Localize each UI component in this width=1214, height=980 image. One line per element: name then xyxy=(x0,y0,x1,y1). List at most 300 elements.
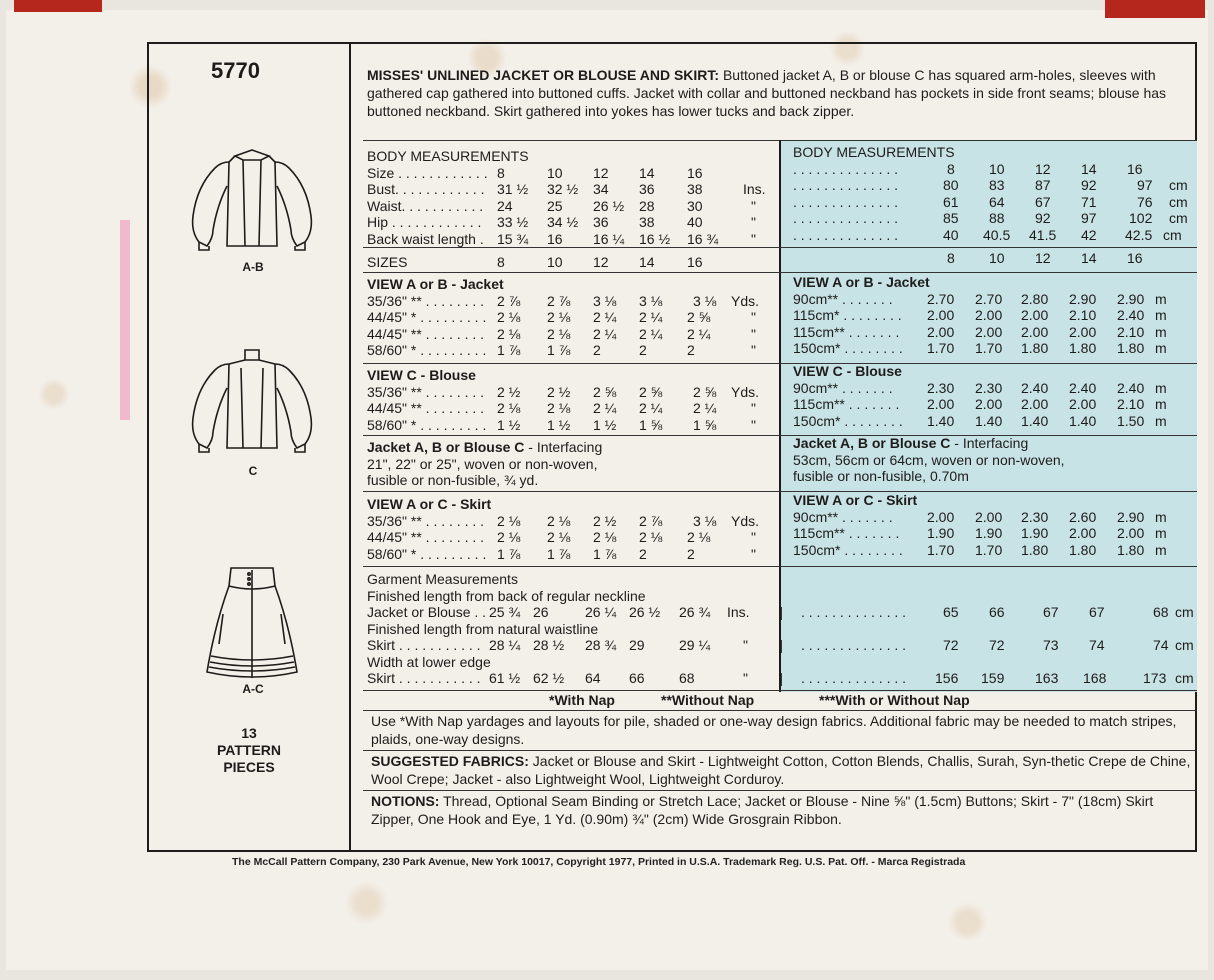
interfacing-line1: 21", 22" or 25", woven or non-woven, xyxy=(367,455,598,472)
row-label: 150cm* . . . . . . . . xyxy=(793,340,903,356)
table-row xyxy=(367,384,777,401)
cell: 8 xyxy=(947,250,955,266)
cell: 26 ¾ xyxy=(679,604,711,620)
notions-text: Thread, Optional Seam Binding or Stretch Lace; Jacket or Blouse - Nine ⅝" (1.5cm) Buttons; Skirt - 7" (18cm) Skirt Zipper, One Hook and Eye, 1 Yd. (0.90m) ¾" (2cm) Wide Grosgrain Ribbon. xyxy=(371,793,1154,827)
cell: 2.00 xyxy=(1069,525,1097,541)
cell: 156 xyxy=(935,670,959,686)
cell: 14 xyxy=(1081,250,1097,266)
cell: 16 xyxy=(687,164,703,181)
cell: 3 ⅛ xyxy=(639,292,663,309)
row-label: 115cm** . . . . . . . xyxy=(793,323,900,340)
unit: " xyxy=(743,670,748,686)
table-row xyxy=(367,231,777,248)
table-row xyxy=(367,309,777,326)
description-text: Buttoned jacket A, B or blouse C has squared arm-holes, sleeves with gathered cap gathered into buttoned cuffs. Jacket with collar and buttoned neckband has pockets in side front seams; blouse has buttoned neckband. Skirt gathered into yokes has lower tucks and back zipper. xyxy=(367,67,1167,119)
cell: 2 ½ xyxy=(497,383,521,400)
table-row xyxy=(793,340,1197,357)
cell: 71 xyxy=(1081,193,1097,210)
row-label: . . . . . . . . . . . . . . xyxy=(793,193,899,210)
cell: 2.10 xyxy=(1117,323,1145,340)
row-label: 58/60" * . . . . . . . . . xyxy=(367,416,487,433)
pattern-details xyxy=(351,42,1197,852)
cell: 2 ¼ xyxy=(593,309,617,325)
unit: Ins. xyxy=(743,181,766,197)
cell: 33 ½ xyxy=(497,214,529,230)
sketch-column xyxy=(147,42,351,852)
cell: 2 ¼ xyxy=(639,400,663,416)
cell: 42.5 xyxy=(1125,226,1153,243)
cell: 36 xyxy=(639,181,655,197)
cell: 61 xyxy=(943,193,959,210)
skirt-sketch-icon xyxy=(205,564,299,684)
cell: 1 ⅞ xyxy=(497,545,521,562)
section-title: VIEW A or C - Skirt xyxy=(793,492,918,508)
table-row xyxy=(793,194,1197,211)
unit: " xyxy=(751,342,756,358)
row-label: . . . . . . . . . . . . . . xyxy=(793,160,899,177)
unit: " xyxy=(751,230,756,247)
cell: 12 xyxy=(1035,160,1051,177)
unit: cm xyxy=(1169,193,1188,210)
table-row xyxy=(367,214,777,231)
cell: 10 xyxy=(547,254,563,270)
body-measurements-metric xyxy=(793,144,1197,243)
cell: 83 xyxy=(989,177,1005,193)
unit: " xyxy=(743,637,748,653)
unit: Yds. xyxy=(731,292,760,309)
cell: 2.40 xyxy=(1069,379,1097,396)
sizes-row-metric xyxy=(793,250,1197,267)
row-label: 90cm** . . . . . . . xyxy=(793,508,893,525)
cell: 2 ⅞ xyxy=(497,292,521,309)
cell: 61 ½ xyxy=(489,670,521,686)
cell: 2 ⅝ xyxy=(687,309,711,325)
cell: 2.40 xyxy=(1021,379,1049,396)
table-row xyxy=(793,161,1197,178)
cell: 2.00 xyxy=(1021,396,1049,412)
cell: 1.70 xyxy=(975,340,1003,356)
table-row xyxy=(793,525,1197,542)
bar-mark: | xyxy=(779,670,783,686)
cell: 1 ½ xyxy=(547,416,571,433)
unit: " xyxy=(751,529,756,545)
cell: 2 ⅝ xyxy=(693,383,717,400)
table-row xyxy=(793,380,1197,397)
unit: m xyxy=(1155,396,1167,412)
sketch-label-c: C xyxy=(248,464,258,478)
interfacing-title: Jacket A, B or Blouse C xyxy=(367,439,525,455)
cell: 38 xyxy=(639,214,655,230)
table-row xyxy=(367,513,777,530)
cell: 2.00 xyxy=(975,307,1003,323)
cell: 2.00 xyxy=(1069,323,1097,340)
cell: 2 ⅛ xyxy=(593,529,617,545)
cell: 92 xyxy=(1035,210,1051,226)
cell: 72 xyxy=(943,637,959,653)
cell: 1.90 xyxy=(1021,525,1049,541)
group-subtitle: Finished length from natural waistline xyxy=(367,620,599,637)
unit: m xyxy=(1155,412,1167,429)
cell: 16 xyxy=(687,254,703,270)
cell: 25 xyxy=(547,197,563,214)
table-row xyxy=(367,546,777,563)
unit: m xyxy=(1155,290,1167,307)
jacket-sketch-icon xyxy=(187,146,317,256)
cell: 2 xyxy=(687,342,695,358)
cell: 38 xyxy=(687,181,703,197)
pieces-label-line2: PIECES xyxy=(223,759,275,775)
unit: m xyxy=(1155,541,1167,558)
table-row xyxy=(367,181,777,198)
unit: " xyxy=(751,325,756,342)
cell: 10 xyxy=(547,164,563,181)
unit: " xyxy=(751,400,756,416)
yardage-jacket-imperial xyxy=(367,276,777,359)
cell: 2.00 xyxy=(975,396,1003,412)
row-label: Skirt . . . . . . . . . . . xyxy=(367,670,481,686)
cell: 2 ⅝ xyxy=(639,383,663,400)
interfacing-line1: 53cm, 56cm or 64cm, woven or non-woven, xyxy=(793,451,1065,468)
cell: 16 ¾ xyxy=(687,230,719,247)
cell: 2 xyxy=(639,545,647,562)
cell: 1.80 xyxy=(1117,340,1145,356)
yardage-jacket-metric xyxy=(793,274,1197,357)
unit: " xyxy=(751,214,756,230)
table-row xyxy=(793,250,1197,267)
section-title: VIEW C - Blouse xyxy=(793,363,902,379)
pattern-description xyxy=(367,66,1187,120)
cell: 2.40 xyxy=(1117,307,1145,323)
cell: 3 ⅛ xyxy=(693,512,717,529)
row-label: Hip . . . . . . . . . . . . xyxy=(367,214,482,230)
cell: 163 xyxy=(1035,670,1059,686)
cell: 72 xyxy=(989,637,1005,653)
row-label: 44/45" ** . . . . . . . . xyxy=(367,400,485,416)
divider xyxy=(363,272,1197,273)
cell: 2 ¼ xyxy=(593,325,617,342)
cell: 1 ⅞ xyxy=(547,545,571,562)
row-label: 44/45" ** . . . . . . . . xyxy=(367,529,485,545)
yardage-blouse-imperial xyxy=(367,367,777,433)
unit: m xyxy=(1155,340,1167,356)
cell: 64 xyxy=(585,670,601,686)
table-row xyxy=(793,227,1197,244)
cell: 2 ⅞ xyxy=(639,512,663,529)
suggested-fabrics-text: Jacket or Blouse and Skirt - Lightweight Cotton, Cotton Blends, Challis, Surah, Syn-thetic Crepe de Chine, Wool Crepe; Jacket - also Lightweight Wool, Lightweight Corduroy. xyxy=(371,753,1191,787)
cell: 1.40 xyxy=(975,412,1003,429)
cell: 25 ¾ xyxy=(489,604,521,620)
section-title: VIEW A or B - Jacket xyxy=(793,274,930,290)
cell: 2 ⅛ xyxy=(547,325,571,342)
sketch-label-a-b: A-B xyxy=(242,260,264,274)
interfacing-title: Jacket A, B or Blouse C xyxy=(793,435,951,451)
garment-measurements xyxy=(367,571,1197,687)
unit: m xyxy=(1155,525,1167,541)
cell: 12 xyxy=(1035,250,1051,266)
cell: 2 ⅛ xyxy=(547,400,571,416)
row-label: . . . . . . . . . . . . . . xyxy=(801,637,907,653)
cell: 2.90 xyxy=(1117,290,1145,307)
cell: 14 xyxy=(1081,160,1097,177)
cell: 26 xyxy=(533,604,549,620)
cell: 1 ⅞ xyxy=(547,342,571,358)
cell: 30 xyxy=(687,197,703,214)
row-label: . . . . . . . . . . . . . . xyxy=(801,670,907,686)
yardage-blouse-metric xyxy=(793,363,1197,429)
cell: 1.80 xyxy=(1069,340,1097,356)
row-label: 115cm** . . . . . . . xyxy=(793,525,900,541)
row-label: . . . . . . . . . . . . . . xyxy=(793,210,899,226)
unit: " xyxy=(751,309,756,325)
cell: 1.50 xyxy=(1117,412,1145,429)
notions-title: NOTIONS: xyxy=(371,793,440,809)
unit: cm xyxy=(1175,637,1194,653)
cell: 2 ¼ xyxy=(687,325,711,342)
row-label: . . . . . . . . . . . . . . xyxy=(801,604,907,620)
cell: 15 ¾ xyxy=(497,230,529,247)
cell: 34 xyxy=(593,181,609,197)
cell: 1.90 xyxy=(975,525,1003,541)
cell: 2 xyxy=(639,342,647,358)
cell: 36 xyxy=(593,214,609,230)
cell: 31 ½ xyxy=(497,181,529,197)
row-label: 44/45" ** . . . . . . . . xyxy=(367,325,485,342)
cell: 68 xyxy=(679,670,695,686)
cell: 80 xyxy=(943,177,959,193)
cell: 2.40 xyxy=(1117,379,1145,396)
divider xyxy=(363,690,1197,691)
cell: 10 xyxy=(989,160,1005,177)
unit: m xyxy=(1155,508,1167,525)
cell: 8 xyxy=(947,160,955,177)
table-row xyxy=(367,529,777,546)
with-nap-legend: *With Nap xyxy=(549,692,615,708)
cell: 85 xyxy=(943,210,959,226)
cell: 1 ½ xyxy=(497,416,521,433)
cell: 2 ¼ xyxy=(593,400,617,416)
yardage-skirt-metric xyxy=(793,492,1197,558)
cell: 2.30 xyxy=(975,379,1003,396)
cell: 168 xyxy=(1083,670,1107,686)
row-label: Waist. . . . . . . . . . . xyxy=(367,197,484,214)
unit: " xyxy=(751,197,756,214)
row-label: Jacket or Blouse . . xyxy=(367,604,487,620)
cell: 1.40 xyxy=(927,412,955,429)
cell: 2.90 xyxy=(1117,508,1145,525)
cell: 28 ½ xyxy=(533,637,565,653)
row-label: Bust. . . . . . . . . . . . xyxy=(367,181,485,197)
table-row xyxy=(367,342,777,359)
table-row xyxy=(793,307,1197,324)
cell: 10 xyxy=(989,250,1005,266)
cell: 74 xyxy=(1089,637,1105,653)
blouse-sketch-icon xyxy=(187,348,317,458)
unit: cm xyxy=(1163,226,1182,243)
cell: 1.80 xyxy=(1021,541,1049,558)
section-title: BODY MEASUREMENTS xyxy=(793,144,955,160)
unit: " xyxy=(751,545,756,562)
cell: 1 ⅝ xyxy=(639,416,663,433)
cell: 1.40 xyxy=(1069,412,1097,429)
cell: 12 xyxy=(593,254,609,270)
cell: 2.00 xyxy=(927,307,955,323)
cell: 87 xyxy=(1035,177,1051,193)
unit: cm xyxy=(1175,670,1194,686)
cell: 159 xyxy=(981,670,1005,686)
cell: 1.70 xyxy=(927,340,955,356)
with-or-without-nap-legend: ***With or Without Nap xyxy=(819,692,970,708)
interfacing-imperial xyxy=(367,439,777,489)
row-label: 58/60" * . . . . . . . . . xyxy=(367,545,487,562)
pattern-number: 5770 xyxy=(211,58,260,83)
table-row xyxy=(367,254,777,271)
row-label: 35/36" ** . . . . . . . . xyxy=(367,292,485,309)
table-row xyxy=(367,293,777,310)
table-row xyxy=(793,396,1197,413)
cell: 2.10 xyxy=(1069,307,1097,323)
cell: 41.5 xyxy=(1029,226,1057,243)
unit: m xyxy=(1155,379,1167,396)
cell: 1.70 xyxy=(927,541,955,558)
cell: 1.90 xyxy=(927,525,955,541)
cell: 2.00 xyxy=(1069,396,1097,412)
cell: 1.70 xyxy=(975,541,1003,558)
cell: 1 ⅝ xyxy=(693,416,717,433)
interfacing-line2: fusible or non-fusible, ¾ yd. xyxy=(367,472,539,488)
cell: 26 ½ xyxy=(629,604,661,620)
cell: 2 ⅛ xyxy=(497,512,521,529)
cell: 92 xyxy=(1081,177,1097,193)
cell: 2 ¼ xyxy=(693,400,717,416)
cell: 67 xyxy=(1043,604,1059,620)
cell: 76 xyxy=(1137,193,1153,210)
cell: 2.00 xyxy=(927,508,955,525)
cell: 64 xyxy=(989,193,1005,210)
row-label: 44/45" * . . . . . . . . . xyxy=(367,309,487,325)
row-label: 35/36" ** . . . . . . . . xyxy=(367,383,485,400)
cell: 2 xyxy=(593,342,601,358)
cell: 1.80 xyxy=(1021,340,1049,356)
cell: 28 xyxy=(639,197,655,214)
cell: 1.80 xyxy=(1069,541,1097,558)
cell: 2.00 xyxy=(927,323,955,340)
cell: 2.10 xyxy=(1117,396,1145,412)
pattern-pieces-count xyxy=(147,725,351,776)
nap-note: Use *With Nap yardages and layouts for pile, shaded or one-way design fabrics. Additional fabric may be needed to match stripes, plaids, one-way designs. xyxy=(371,713,1177,747)
envelope-red-flap-right xyxy=(1105,0,1205,18)
cell: 2.80 xyxy=(1021,290,1049,307)
pieces-number: 13 xyxy=(241,725,257,741)
cell: 66 xyxy=(629,670,645,686)
row-label: . . . . . . . . . . . . . . xyxy=(793,177,899,193)
cell: 2.70 xyxy=(975,290,1003,307)
body-measurements-imperial xyxy=(367,148,777,247)
cell: 67 xyxy=(1089,604,1105,620)
cell: 16 ½ xyxy=(639,230,671,247)
notions xyxy=(371,792,1191,828)
bar-mark: | xyxy=(779,637,783,653)
section-title: VIEW C - Blouse xyxy=(367,367,476,383)
cell: 2.00 xyxy=(927,396,955,412)
cell: 1.40 xyxy=(1021,412,1049,429)
cell: 16 ¼ xyxy=(593,230,625,247)
cell: 2 ⅛ xyxy=(497,529,521,545)
cell: 97 xyxy=(1137,177,1153,193)
cell: 74 xyxy=(1153,637,1169,653)
cell: 29 xyxy=(629,637,645,653)
cell: 2 ⅛ xyxy=(547,529,571,545)
group-subtitle: Finished length from back of regular neckline xyxy=(367,587,646,604)
pieces-label-line1: PATTERN xyxy=(216,742,282,758)
suggested-fabrics xyxy=(371,752,1191,788)
cell: 8 xyxy=(497,254,505,270)
unit: cm xyxy=(1169,177,1188,193)
cell: 3 ⅛ xyxy=(593,292,617,309)
cell: 2.00 xyxy=(975,508,1003,525)
cell: 88 xyxy=(989,210,1005,226)
bar-mark: | xyxy=(779,604,783,620)
cell: 2 ¼ xyxy=(639,325,663,342)
row-label: Skirt . . . . . . . . . . . xyxy=(367,637,481,653)
cell: 2 xyxy=(687,545,695,562)
cell: 2.00 xyxy=(975,323,1003,340)
cell: 29 ¼ xyxy=(679,637,711,653)
cell: 2.30 xyxy=(1021,508,1049,525)
section-title: Garment Measurements xyxy=(367,571,518,587)
cell: 2 ½ xyxy=(593,512,617,529)
cell: 2.70 xyxy=(927,290,955,307)
cell: 32 ½ xyxy=(547,181,579,197)
sizes-label: SIZES xyxy=(367,254,408,270)
cell: 14 xyxy=(639,254,655,270)
cell: 102 xyxy=(1129,210,1153,226)
cell: 14 xyxy=(639,164,655,181)
interfacing-line2: fusible or non-fusible, 0.70m xyxy=(793,468,969,484)
divider xyxy=(363,566,1197,567)
cell: 62 ½ xyxy=(533,670,565,686)
table-row xyxy=(367,417,777,434)
row-label: Back waist length . xyxy=(367,230,484,247)
table-row xyxy=(793,210,1197,227)
table-row xyxy=(367,670,1197,687)
cell: 65 xyxy=(943,604,959,620)
cell: 2 ⅛ xyxy=(497,325,521,342)
divider xyxy=(363,247,1197,248)
table-row xyxy=(793,324,1197,341)
envelope-red-flap-left xyxy=(14,0,102,12)
cell: 28 ¾ xyxy=(585,637,617,653)
cell: 2 ½ xyxy=(547,383,571,400)
interfacing-metric xyxy=(793,435,1197,485)
cell: 2 ⅛ xyxy=(497,400,521,416)
interfacing-suffix: - Interfacing xyxy=(950,435,1029,451)
cell: 67 xyxy=(1035,193,1051,210)
cell: 66 xyxy=(989,604,1005,620)
unit: m xyxy=(1155,323,1167,340)
cell: 40 xyxy=(943,226,959,243)
table-row xyxy=(793,542,1197,559)
cell: 2.30 xyxy=(927,379,955,396)
cell: 1.80 xyxy=(1117,541,1145,558)
cell: 2.00 xyxy=(1021,323,1049,340)
section-title: VIEW A or C - Skirt xyxy=(367,496,492,512)
cell: 26 ¼ xyxy=(585,604,617,620)
unit: Ins. xyxy=(727,604,750,620)
unit: Yds. xyxy=(731,512,760,529)
cell: 3 ⅛ xyxy=(693,292,717,309)
cell: 8 xyxy=(497,164,505,181)
cell: 16 xyxy=(1127,160,1143,177)
